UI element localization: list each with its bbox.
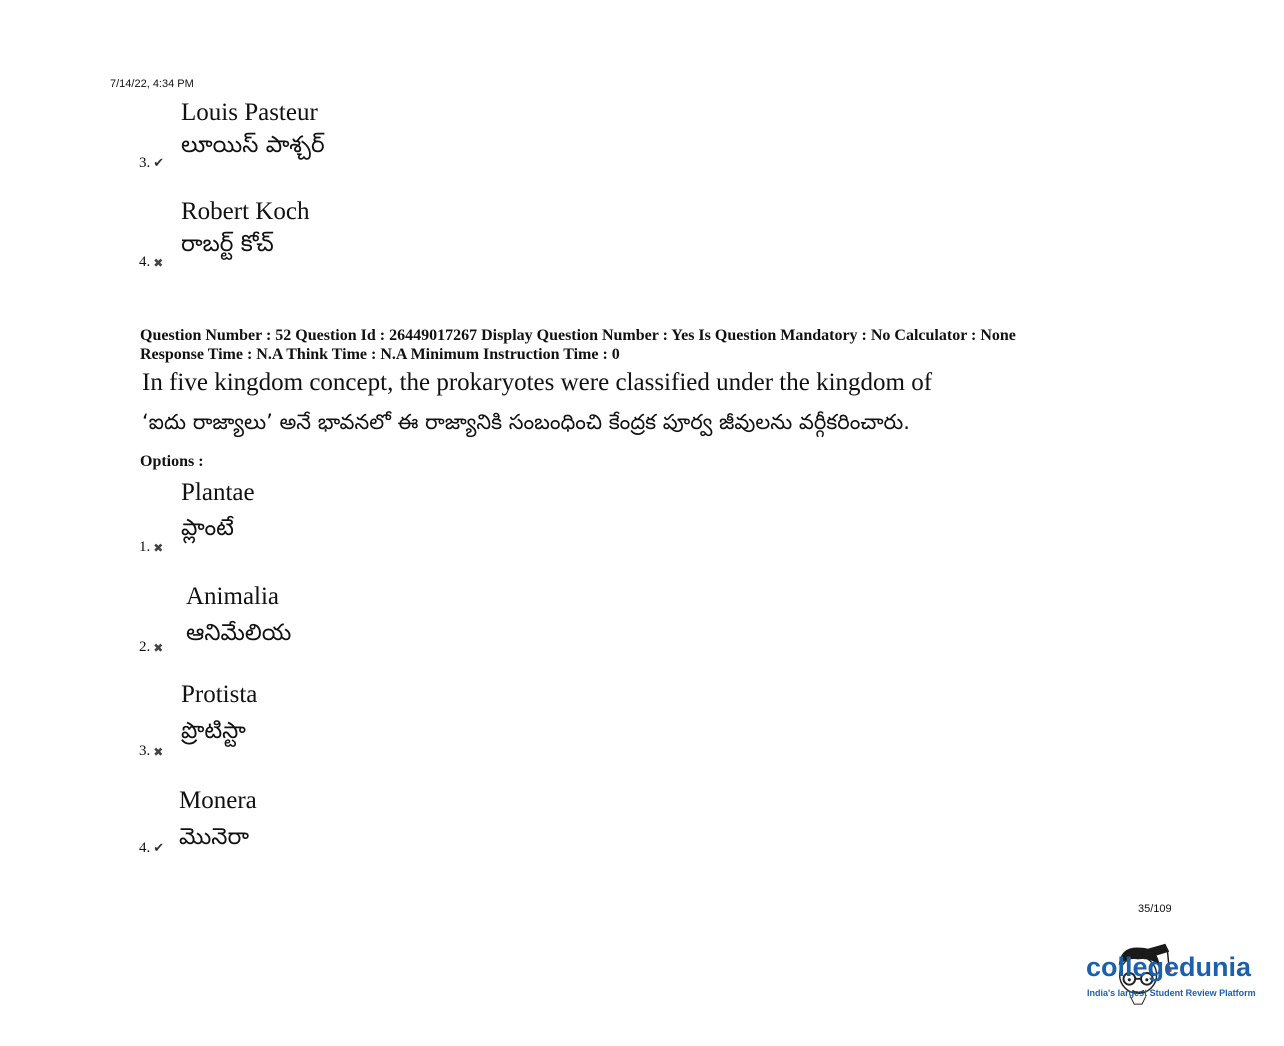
option-4-number: [139, 840, 164, 857]
question-text-english: In five kingdom concept, the prokaryotes were classified under the kingdom of: [142, 369, 933, 396]
prev-option-4-english: Robert Koch: [181, 198, 310, 225]
option-2-english: Animalia: [186, 583, 280, 610]
prev-option-3-number: [139, 155, 164, 172]
option-1-number-label: 1.: [139, 539, 151, 555]
prev-option-3-number-label: 3.: [139, 155, 151, 171]
question-meta-line-1: Question Number : 52 Question Id : 26449017267 Display Question Number : Yes Is Question Mandatory : No Calculator : None: [140, 327, 1016, 344]
prev-option-4-number: [139, 254, 163, 271]
prev-option-3-english: Louis Pasteur: [181, 99, 318, 126]
prev-option-3-telugu: లూయిస్ పాశ్చర్: [181, 132, 325, 158]
option-4-english: Monera: [179, 787, 257, 814]
question-text-telugu: ‘ఐదు రాజ్యాలు’ అనే భావనలో ఈ రాజ్యానికి సంబంధించి కేంద్రక పూర్వ జీవులను వర్గీకరించారు.: [142, 410, 910, 434]
cross-icon: ✖: [153, 744, 164, 759]
print-timestamp: 7/14/22, 4:34 PM: [110, 78, 194, 90]
option-3-number: [139, 743, 163, 760]
cross-icon: ✖: [153, 540, 164, 555]
option-2-number-label: 2.: [139, 639, 151, 655]
brand-tagline: India's largest Student Review Platform: [1087, 988, 1256, 998]
check-icon: ✔: [153, 156, 165, 171]
cross-icon: ✖: [153, 640, 164, 655]
option-2-number: [139, 639, 163, 656]
question-meta-line-2: Response Time : N.A Think Time : N.A Minimum Instruction Time : 0: [140, 346, 620, 363]
option-3-telugu: ప్రొటిస్టా: [181, 718, 246, 744]
option-1-telugu: ప్లాంటే: [181, 515, 234, 541]
option-1-number: [139, 539, 163, 556]
option-1-english: Plantae: [181, 479, 255, 506]
prev-option-4-number-label: 4.: [139, 254, 151, 270]
option-3-number-label: 3.: [139, 743, 151, 759]
option-3-english: Protista: [181, 681, 258, 708]
page-number: 35/109: [1138, 903, 1172, 915]
option-2-telugu: ఆనిమేలియ: [186, 620, 292, 646]
prev-option-4-telugu: రాబర్ట్ కోచ్: [181, 231, 274, 257]
check-icon: ✔: [153, 841, 165, 856]
brand-name: collegedunia: [1086, 952, 1252, 982]
options-label: Options :: [140, 453, 204, 470]
cross-icon: ✖: [153, 255, 164, 270]
option-4-telugu: మొనెరా: [179, 824, 249, 850]
option-4-number-label: 4.: [139, 840, 151, 856]
